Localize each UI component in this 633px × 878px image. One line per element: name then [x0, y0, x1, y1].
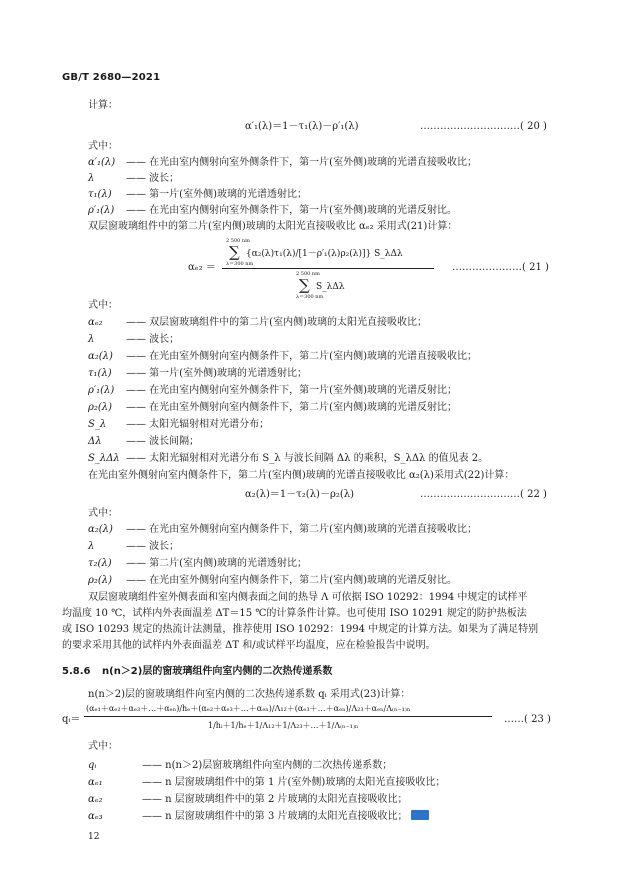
intro-equation-22: 在光由室外侧射向室内侧条件下，第二片(室内侧)玻璃的光谱直接吸收比 α₂(λ)采用式(22)计算：	[88, 470, 515, 481]
def-symbol: ρ₂(λ)	[88, 402, 113, 413]
def-text: —— n(n＞2)层窗玻璃组件向室内侧的二次热传递系数；	[142, 760, 393, 771]
paragraph-line: 均温度 10 ℃，试样内外表面温差 ΔT＝15 ℃的计算条件计算。也可使用 ISO 10291 规定的防护热板法	[62, 608, 527, 619]
def-symbol: τ₂(λ)	[88, 558, 112, 569]
equation-23-denominator: 1/hᵢ＋1/hₑ＋1/Λ₁₂＋1/Λ₂₃＋…＋1/Λ₍ₙ₋₁₎ₙ	[208, 721, 359, 730]
def-text: —— n 层窗玻璃组件中的第 2 片玻璃的太阳光直接吸收比；	[142, 794, 408, 805]
sum-lower-limit: λ＝300 nm	[296, 294, 324, 300]
def-symbol: ρ′₁(λ)	[88, 385, 115, 396]
def-text: —— 太阳光辐射相对光谱分布 S_λ 与波长间隔 Δλ 的乘积，S_λΔλ 的值见表 2。	[126, 453, 489, 464]
paragraph-line: 的要求采用其他的试样内外表面温差 ΔT 和/或试样平均温度，应在检验报告中说明。	[62, 640, 436, 651]
section-title: n(n＞2)层的窗玻璃组件向室内侧的二次热传递系数	[102, 666, 333, 677]
def-symbol: ρ′₁(λ)	[88, 205, 115, 216]
fraction-bar	[222, 268, 434, 269]
def-symbol: αₑ₂	[88, 794, 103, 805]
def-symbol: αₑ₂	[88, 317, 103, 328]
page-number: 12	[88, 832, 100, 842]
def-symbol: λ	[88, 541, 95, 552]
def-symbol: Δλ	[88, 436, 102, 447]
summation-icon: ∑	[299, 276, 310, 294]
def-text: —— 在光由室外侧射向室内侧条件下，第二片(室内侧)玻璃的光谱直接吸收比；	[126, 524, 477, 535]
sum-upper-limit: 2 500 nm	[226, 238, 250, 244]
def-symbol: τ₁(λ)	[88, 368, 112, 379]
def-text: —— n 层窗玻璃组件中的第 1 片(室外侧)玻璃的太阳光直接吸收比；	[142, 777, 446, 788]
def-text: —— 第一片(室外侧)玻璃的光谱透射比；	[126, 189, 307, 200]
def-text: —— 波长；	[126, 541, 180, 552]
intro-equation-23: n(n＞2)层的窗玻璃组件向室内侧的二次热传递系数 qᵢ 采用式(23)计算：	[88, 689, 411, 700]
def-text: —— 第一片(室外侧)玻璃的光谱透射比；	[126, 368, 307, 379]
equation-22: α₂(λ)＝1－τ₂(λ)－ρ₂(λ)	[245, 489, 354, 500]
def-symbol: αₑ₁	[88, 777, 103, 788]
def-symbol: α′₁(λ)	[88, 157, 116, 168]
def-symbol: qᵢ	[88, 760, 97, 771]
def-text: —— 在光由室内侧射向室外侧条件下，第一片(室外侧)玻璃的光谱直接吸收比；	[126, 157, 477, 168]
equation-21-number: …………………( 21 )	[452, 262, 549, 273]
calc-label: 计算：	[88, 100, 118, 111]
equation-23-numerator: (αₑ₁＋αₑ₂＋αₑ₃＋…＋αₑₙ)/hₑ＋(αₑ₂＋αₑ₃＋…＋αₑₙ)/Λ₁₂＋(αₑ₃＋…＋αₑₙ)/Λ₂₃＋αₑₙ/Λ₍ₙ₋₁₎ₙ	[86, 704, 411, 713]
def-text: —— 波长；	[126, 334, 180, 345]
section-number: 5.8.6	[62, 666, 91, 677]
equation-20-number: …………………………( 20 )	[420, 121, 547, 132]
where-label: 式中：	[88, 508, 118, 519]
def-text: —— 太阳光辐射相对光谱分布；	[126, 419, 270, 430]
sum-lower-limit: λ＝300 nm	[226, 261, 254, 267]
intro-equation-21: 双层窗玻璃组件中的第二片(室内侧)玻璃的太阳光直接吸收比 αₑ₂ 采用式(21)计算：	[88, 221, 458, 232]
def-symbol: α₂(λ)	[88, 351, 113, 362]
def-text: —— 在光由室内侧射向室外侧条件下，第一片(室外侧)玻璃的光谱反射比；	[126, 385, 457, 396]
def-symbol: S_λ	[88, 419, 107, 430]
def-text: —— 在光由室外侧射向室内侧条件下，第二片(室内侧)玻璃的光谱反射比。	[126, 575, 457, 586]
paragraph-line: 双层窗玻璃组件室外侧表面和室内侧表面之间的热导 Λ 可依据 ISO 10292：1994 中规定的试样平	[88, 592, 528, 603]
equation-21-denominator: S_λΔλ	[316, 282, 345, 292]
def-symbol: λ	[88, 173, 95, 184]
equation-20: α′₁(λ)＝1－τ₁(λ)－ρ′₁(λ)	[245, 121, 359, 132]
def-text: —— 波长；	[126, 173, 180, 184]
standard-code: GB/T 2680—2021	[62, 72, 161, 83]
sum-upper-limit: 2 500 nm	[296, 271, 320, 277]
def-text: —— 在光由室外侧射向室内侧条件下，第二片(室内侧)玻璃的光谱直接吸收比；	[126, 351, 477, 362]
def-text: —— 在光由室外侧射向室内侧条件下，第二片(室内侧)玻璃的光谱反射比；	[126, 402, 457, 413]
fraction-bar	[84, 716, 492, 717]
def-symbol: αₑ₃	[88, 811, 103, 822]
def-text: —— 在光由室内侧射向室外侧条件下，第一片(室外侧)玻璃的光谱反射比。	[126, 205, 457, 216]
paragraph-line: 或 ISO 10293 规定的热流计法测量，推荐使用 ISO 10292：1994 中规定的计算方法。如果为了满足特别	[62, 624, 539, 635]
equation-23-number: ……( 23 )	[504, 714, 551, 725]
summation-icon: ∑	[229, 243, 240, 261]
def-text: —— 双层窗玻璃组件中的第二片(室内侧)玻璃的太阳光直接吸收比；	[126, 317, 427, 328]
watermark-stamp-icon	[411, 810, 429, 820]
def-symbol: ρ₂(λ)	[88, 575, 113, 586]
def-symbol: α₂(λ)	[88, 524, 113, 535]
where-label: 式中：	[88, 741, 118, 752]
def-text: —— n 层窗玻璃组件中的第 3 片玻璃的太阳光直接吸收比；	[142, 811, 408, 822]
def-symbol: τ₁(λ)	[88, 189, 112, 200]
def-symbol: S_λΔλ	[88, 453, 120, 464]
where-label: 式中：	[88, 300, 118, 311]
equation-21-lhs: αₑ₂ ＝	[188, 262, 216, 273]
equation-21-numerator: {α₂(λ)τ₁(λ)/[1－ρ′₁(λ)ρ₂(λ)]} S_λΔλ	[246, 249, 403, 259]
equation-23-lhs: qᵢ＝	[62, 714, 81, 725]
def-symbol: λ	[88, 334, 95, 345]
def-text: —— 第二片(室内侧)玻璃的光谱透射比；	[126, 558, 307, 569]
def-text: —— 波长间隔；	[126, 436, 200, 447]
equation-22-number: …………………………( 22 )	[420, 489, 547, 500]
where-label: 式中：	[88, 141, 118, 152]
